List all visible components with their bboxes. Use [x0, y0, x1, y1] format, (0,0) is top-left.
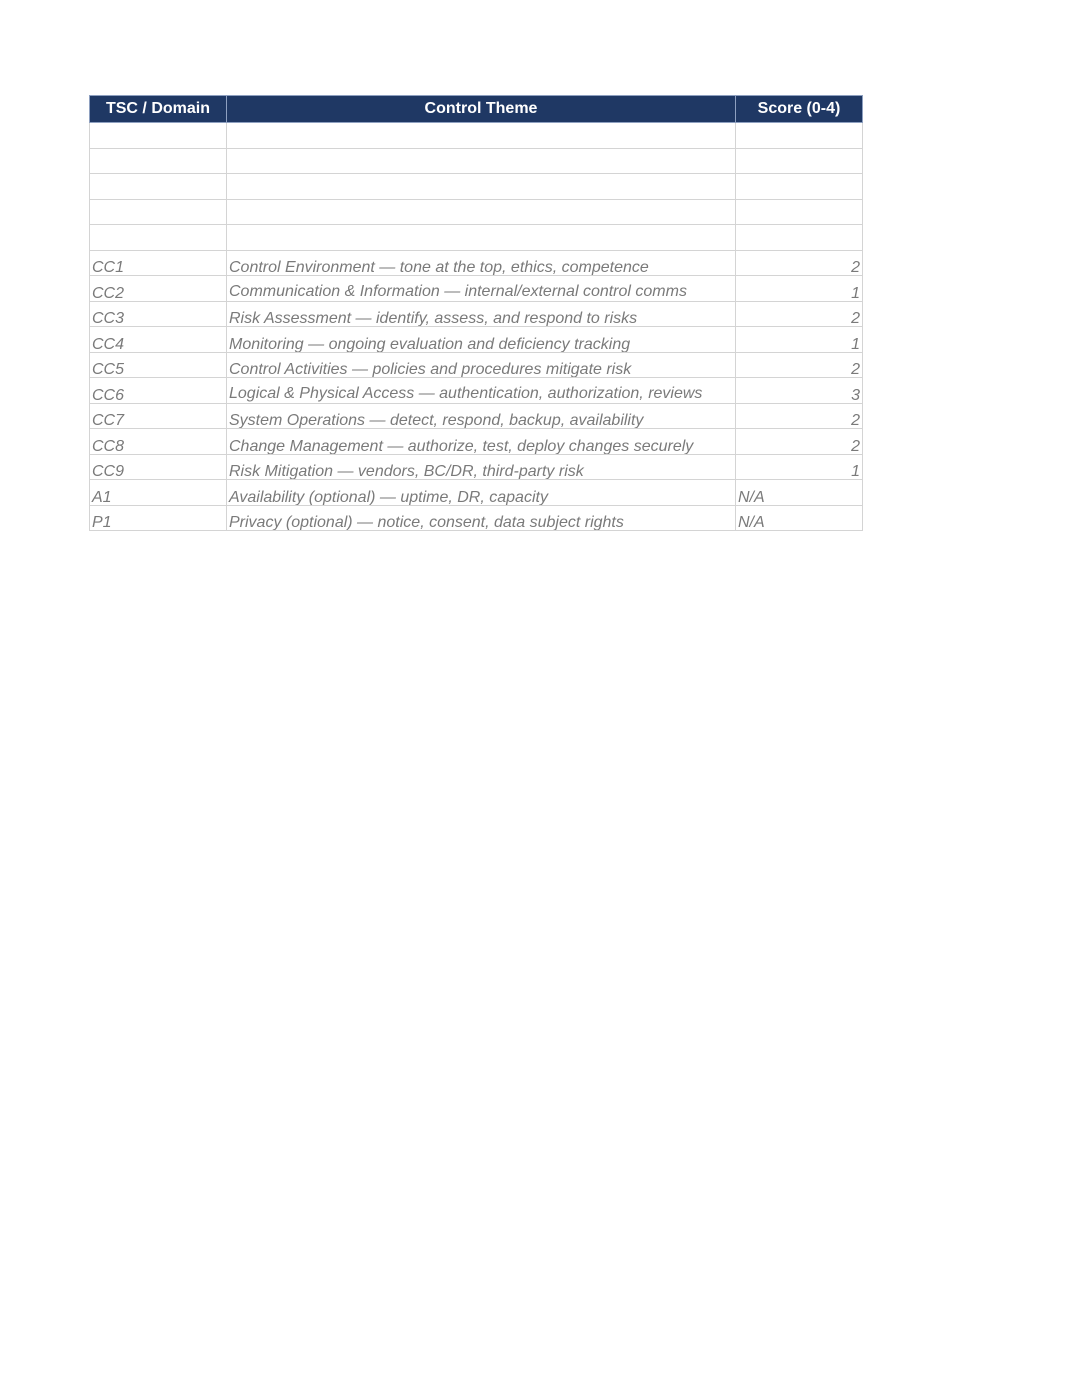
domain-cell[interactable]: CC3	[90, 301, 227, 327]
empty-cell[interactable]	[227, 225, 736, 251]
empty-cell[interactable]	[90, 199, 227, 225]
empty-cell[interactable]	[90, 148, 227, 174]
theme-cell[interactable]: Communication & Information — internal/external control comms	[227, 276, 736, 302]
theme-cell[interactable]: Risk Mitigation — vendors, BC/DR, third-party risk	[227, 454, 736, 480]
empty-cell[interactable]	[90, 225, 227, 251]
table-row	[90, 378, 863, 404]
domain-cell[interactable]: CC1	[90, 250, 227, 276]
score-cell[interactable]: 2	[736, 403, 863, 429]
table-row	[90, 301, 863, 327]
domain-cell[interactable]: A1	[90, 480, 227, 506]
domain-cell[interactable]: CC4	[90, 327, 227, 353]
domain-cell[interactable]: CC9	[90, 454, 227, 480]
domain-cell[interactable]: CC2	[90, 276, 227, 302]
table-row	[90, 454, 863, 480]
theme-cell[interactable]: Monitoring — ongoing evaluation and deficiency tracking	[227, 327, 736, 353]
blank-row	[90, 199, 863, 225]
header-domain[interactable]: TSC / Domain	[90, 96, 227, 123]
table-row	[90, 327, 863, 353]
empty-cell[interactable]	[736, 174, 863, 200]
theme-cell[interactable]: System Operations — detect, respond, backup, availability	[227, 403, 736, 429]
table-row	[90, 352, 863, 378]
blank-row	[90, 174, 863, 200]
empty-cell[interactable]	[736, 148, 863, 174]
header-theme[interactable]: Control Theme	[227, 96, 736, 123]
blank-row	[90, 123, 863, 149]
theme-cell[interactable]: Risk Assessment — identify, assess, and respond to risks	[227, 301, 736, 327]
domain-cell[interactable]: CC7	[90, 403, 227, 429]
soc2-score-table	[89, 95, 863, 531]
score-cell[interactable]: 1	[736, 454, 863, 480]
header-row	[90, 96, 863, 123]
theme-cell[interactable]: Availability (optional) — uptime, DR, capacity	[227, 480, 736, 506]
theme-cell[interactable]: Control Activities — policies and procedures mitigate risk	[227, 352, 736, 378]
empty-cell[interactable]	[736, 225, 863, 251]
score-cell[interactable]: 1	[736, 327, 863, 353]
score-cell[interactable]: 2	[736, 301, 863, 327]
empty-cell[interactable]	[227, 174, 736, 200]
empty-cell[interactable]	[736, 123, 863, 149]
empty-cell[interactable]	[227, 123, 736, 149]
blank-row	[90, 148, 863, 174]
score-cell[interactable]: N/A	[736, 480, 863, 506]
empty-cell[interactable]	[227, 148, 736, 174]
domain-cell[interactable]: P1	[90, 505, 227, 531]
score-cell[interactable]: N/A	[736, 505, 863, 531]
table-row	[90, 250, 863, 276]
score-cell[interactable]: 1	[736, 276, 863, 302]
score-cell[interactable]: 2	[736, 429, 863, 455]
domain-cell[interactable]: CC5	[90, 352, 227, 378]
theme-cell[interactable]: Privacy (optional) — notice, consent, data subject rights	[227, 505, 736, 531]
table-row	[90, 403, 863, 429]
theme-cell[interactable]: Logical & Physical Access — authentication, authorization, reviews	[227, 378, 736, 404]
theme-cell[interactable]: Change Management — authorize, test, deploy changes securely	[227, 429, 736, 455]
score-cell[interactable]: 3	[736, 378, 863, 404]
empty-cell[interactable]	[227, 199, 736, 225]
blank-row	[90, 225, 863, 251]
domain-cell[interactable]: CC6	[90, 378, 227, 404]
table-row	[90, 276, 863, 302]
table-row	[90, 480, 863, 506]
table-row	[90, 505, 863, 531]
table-row	[90, 429, 863, 455]
table-body	[90, 123, 863, 531]
empty-cell[interactable]	[90, 123, 227, 149]
score-cell[interactable]: 2	[736, 352, 863, 378]
domain-cell[interactable]: CC8	[90, 429, 227, 455]
score-cell[interactable]: 2	[736, 250, 863, 276]
empty-cell[interactable]	[90, 174, 227, 200]
theme-cell[interactable]: Control Environment — tone at the top, ethics, competence	[227, 250, 736, 276]
header-score[interactable]: Score (0-4)	[736, 96, 863, 123]
empty-cell[interactable]	[736, 199, 863, 225]
